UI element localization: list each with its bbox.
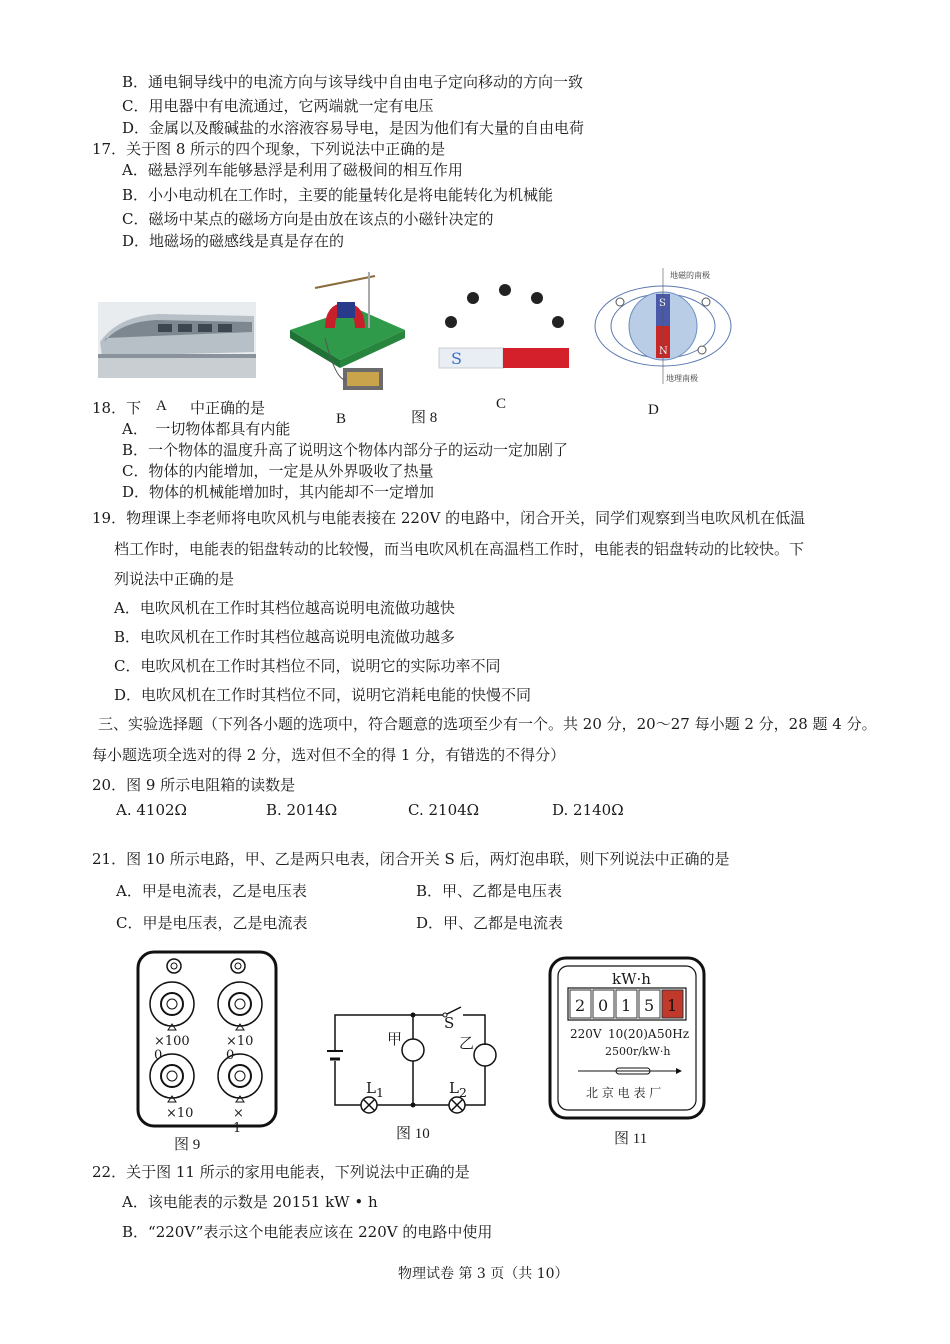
q17-stem: 17．关于图 8 所示的四个现象，下列说法中正确的是 [92,140,446,158]
fig8-globe-top-label: 地磁的南极 [670,271,710,280]
fig11-digit-4: 5 [644,996,655,1015]
fig8-label-b: B [336,411,347,427]
fig8-earth-magnetic-field [592,266,734,386]
q16-option-b: B．通电铜导线中的电流方向与该导线中自由电子定向移动的方向一致 [122,73,584,91]
page-footer: 物理试卷 第 3 页（共 10） [398,1266,569,1282]
fig11-spec-current: 10(20)A [608,1027,657,1041]
q21-option-c: C．甲是电压表，乙是电流表 [116,914,308,932]
fig11-caption: 图 11 [614,1131,648,1147]
q21-option-b: B．甲、乙都是电压表 [416,882,563,900]
fig8-label-d: D [648,402,659,418]
fig10-l2-subscript: 2 [458,1085,467,1100]
q18-option-b: B．一个物体的温度升高了说明这个物体内部分子的运动一定加剧了 [122,441,569,459]
fig10-jia-label: 甲 [387,1030,403,1048]
q22-option-b: B．“220V”表示这个电能表应该在 220V 的电路中使用 [122,1223,493,1241]
section3-heading-line1: 三、实验选择题（下列各小题的选项中，符合题意的选项至少有一个。共 20 分，20～27 每小题 2 分，28 题 4 分。 [98,715,877,733]
q17-option-d: D．地磁场的磁感线是真是存在的 [122,232,345,250]
q19-line2: 档工作时，电能表的铝盘转动的比较慢，而当电吹风机在高温档工作时，电能表的铝盘转动的比较快。下 [114,540,805,558]
q20-option-d: D. 2140Ω [552,801,624,819]
q18-option-a: A． 一切物体都具有内能 [122,420,291,438]
q16-option-c: C．用电器中有电流通过，它两端就一定有电压 [122,97,434,115]
q19-option-c: C．电吹风机在工作时其档位不同，说明它的实际功率不同 [114,657,501,675]
fig10-circuit [325,1005,503,1117]
q20-option-a: A. 4102Ω [116,801,187,819]
fig10-caption: 图 10 [396,1126,430,1142]
fig10-l1-label: $L_1$ [366,1079,384,1100]
q19-line1: 19．物理课上李老师将电吹风机与电能表接在 220V 的电路中，闭合开关，同学们观察到当电吹风机在低温 [92,509,806,527]
q17-option-b: B．小小电动机在工作时，主要的能量转化是将电能转化为机械能 [122,186,554,204]
section3-heading-line2: 每小题选项全选对的得 2 分，选对但不全的得 1 分，有错选的不得分） [92,746,566,764]
fig8-magnet-s-label: S [451,349,462,368]
fig9-mult-100b: 0 [226,1048,235,1063]
q19-line3: 列说法中正确的是 [114,570,235,588]
fig8-electric-motor [285,268,410,400]
fig9-mult-100: ×10 [226,1034,254,1049]
fig10-yi-label: 乙 [459,1034,475,1052]
fig9-mult-10: ×10 [166,1106,194,1121]
q22-option-a: A．该电能表的示数是 20151 kW • h [122,1193,378,1211]
fig9-mult-1000b: 0 [154,1048,163,1063]
fig11-digit-2: 0 [598,996,609,1015]
fig11-unit: kW·h [612,970,651,988]
q17-option-a: A．磁悬浮列车能够悬浮是利用了磁极间的相互作用 [122,161,463,179]
fig11-digit-5: 1 [667,996,678,1015]
q18-stem-suffix: 中正确的是 [190,399,266,417]
fig9-mult-1b: 1 [233,1121,242,1136]
fig11-rev-constant: 2500r/kW·h [605,1045,671,1058]
fig10-switch-label: S [444,1014,455,1032]
fig8-globe-pole-n: N [659,346,668,357]
fig11-spec-voltage: 220V [570,1027,602,1041]
fig9-mult-1000: ×100 [154,1034,190,1049]
fig9-mult-1: × [233,1106,244,1121]
q18-option-d: D．物体的机械能增加时，其内能却不一定增加 [122,483,435,501]
q20-stem: 20．图 9 所示电阻箱的读数是 [92,776,296,794]
q19-option-d: D．电吹风机在工作时其档位不同，说明它消耗电能的快慢不同 [114,686,532,704]
q18-option-c: C．物体的内能增加，一定是从外界吸收了热量 [122,462,434,480]
fig11-spec-frequency: 50Hz [657,1027,690,1041]
fig11-digit-3: 1 [621,996,632,1015]
fig8-label-a: A [156,398,167,414]
fig11-digit-1: 2 [575,996,586,1015]
q17-option-c: C．磁场中某点的磁场方向是由放在该点的小磁针决定的 [122,210,494,228]
fig11-maker: 北 京 电 表 厂 [586,1086,662,1100]
q16-option-d: D．金属以及酸碱盐的水溶液容易导电，是因为他们有大量的自由电荷 [122,119,585,137]
q18-stem-prefix: 18．下 [92,399,142,417]
q20-option-c: C. 2104Ω [408,801,480,819]
fig10-l1-subscript: 1 [375,1085,384,1100]
q21-option-a: A．甲是电流表，乙是电压表 [116,882,307,900]
q22-stem: 22．关于图 11 所示的家用电能表，下列说法中正确的是 [92,1163,470,1181]
q21-option-d: D．甲、乙都是电流表 [416,914,564,932]
fig8-compass-magnet [437,278,572,370]
fig8-globe-bottom-label: 地理南极 [666,374,698,383]
q19-option-a: A．电吹风机在工作时其档位越高说明电流做功越快 [114,599,455,617]
fig8-label-c: C [496,396,507,412]
fig8-caption: 图 8 [411,410,438,426]
fig10-l2-label: $L_2$ [449,1079,467,1100]
q21-stem: 21．图 10 所示电路，甲、乙是两只电表，闭合开关 S 后，两灯泡串联，则下列说法中正确的是 [92,850,730,868]
fig9-caption: 图 9 [174,1137,201,1153]
q20-option-b: B. 2014Ω [266,801,338,819]
fig8-maglev-train [98,302,256,378]
fig8-globe-pole-s: S [659,298,666,309]
q19-option-b: B．电吹风机在工作时其档位越高说明电流做功越多 [114,628,456,646]
